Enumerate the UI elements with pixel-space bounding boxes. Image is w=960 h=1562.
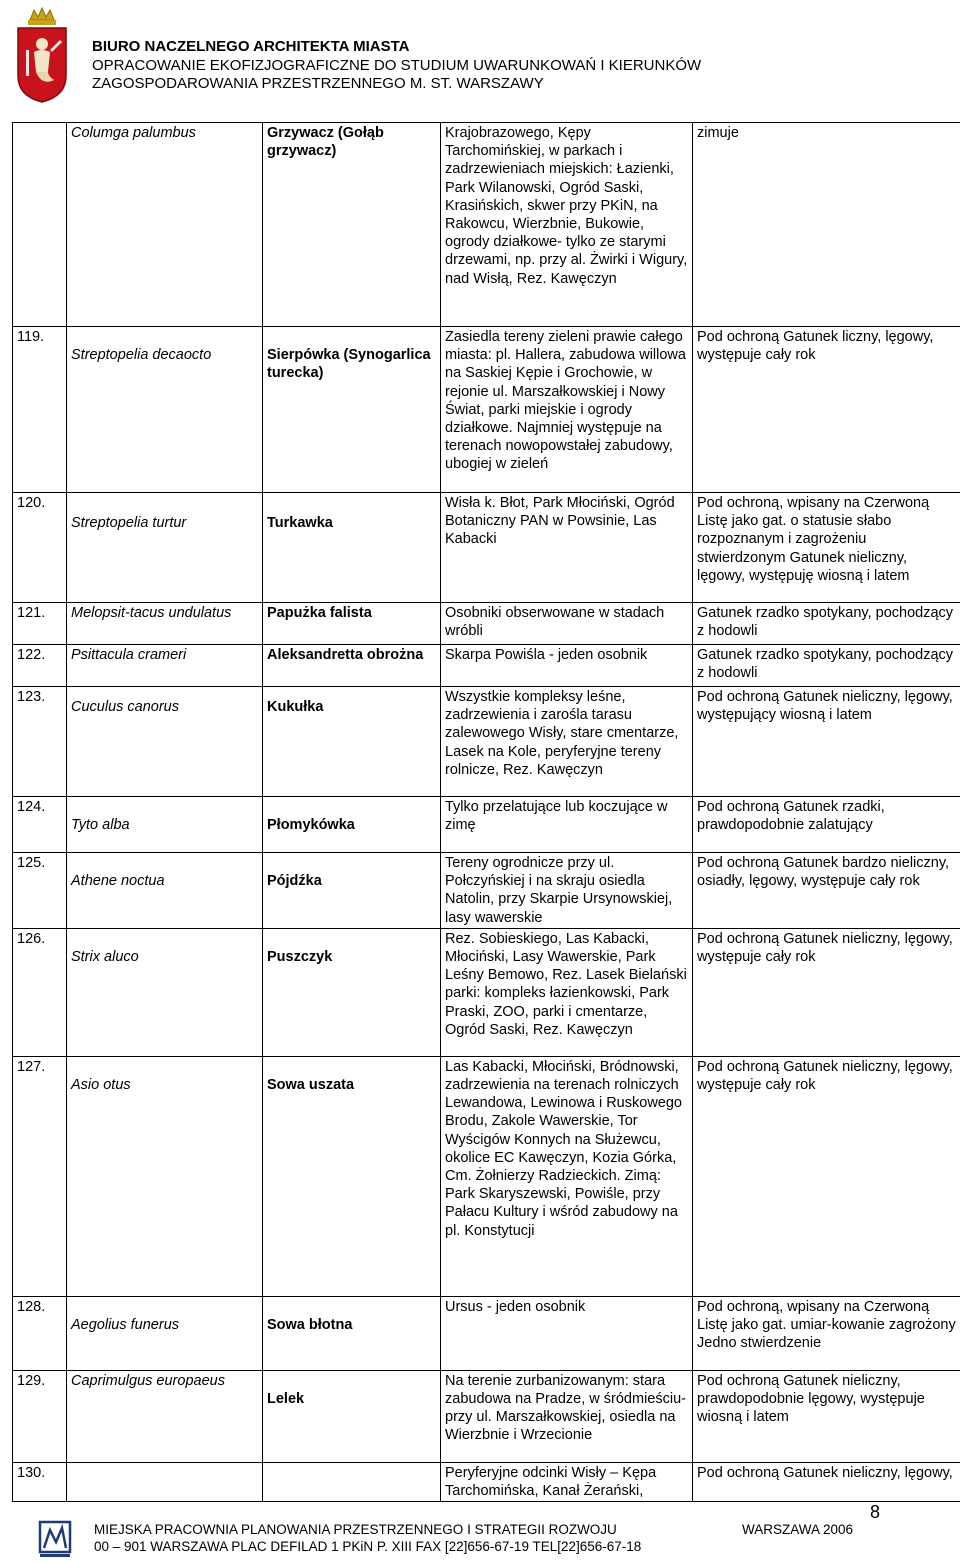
location-cell: Zasiedla tereny zieleni prawie całego miasta: pl. Hallera, zabudowa willowa na Saskiej Kępie i Grochowie, w rejonie ul. Marszałkowskiej i Nowy Świat, parki miejskie i ogrody działkowe. Najmniej występuje na terenach nowopowstałej zabudowy, ubogiej w zieleń — [441, 327, 693, 493]
row-number — [13, 123, 67, 327]
table-row — [13, 1370, 960, 1462]
table-row — [13, 123, 960, 327]
polish-name: Puszczyk — [267, 948, 333, 965]
latin-name: Aegolius funerus — [71, 1316, 180, 1333]
latin-name: Cuculus canorus — [71, 699, 179, 715]
status-cell: Pod ochroną, wpisany na Czerwoną Listę jako gat. o statusie słabo rozpoznanym i zagrożeniu stwierdzonym Gatunek nieliczny, lęgowy, występuję wiosną i latem — [693, 493, 960, 603]
status-cell: Pod ochroną Gatunek nieliczny, lęgowy, występuje cały rok — [693, 928, 960, 1056]
row-number: 122. — [13, 645, 67, 687]
species-table — [12, 122, 960, 1502]
status-cell: Pod ochroną Gatunek liczny, lęgowy, występuje cały rok — [693, 327, 960, 493]
page-header — [0, 0, 960, 110]
status-cell: Gatunek rzadko spotykany, pochodzący z hodowli — [693, 603, 960, 645]
location-cell: Krajobrazowego, Kępy Tarchomińskiej, w parkach i zadrzewieniach miejskich: Łazienki, Park Wilanowski, Ogród Saski, Krasińskich, skwer przy PKiN, na Rakowcu, Wierzbnie, Bukowie, ogrody działkowe- tylko ze starymi drzewami, np. przy al. Żwirki i Wigury, nad Wisłą, Rez. Kawęczyn — [441, 123, 693, 327]
header-title: BIURO NACZELNEGO ARCHITEKTA MIASTA — [92, 38, 410, 55]
row-number: 119. — [13, 327, 67, 493]
table-row — [13, 687, 960, 797]
table-row — [13, 603, 960, 645]
latin-name: Caprimulgus europaeus — [71, 1372, 225, 1389]
status-cell: Pod ochroną Gatunek rzadki, prawdopodobnie zalatujący — [693, 797, 960, 853]
footer-institution: MIEJSKA PRACOWNIA PLANOWANIA PRZESTRZENNEGO I STRATEGII ROZWOJU — [94, 1522, 617, 1537]
table-row — [13, 493, 960, 603]
location-cell: Tereny ogrodnicze przy ul. Połczyńskiej i na skraju osiedla Natolin, przy Skarpie Ursynowskiej, lasy wawerskie — [441, 853, 693, 929]
location-cell: Osobniki obserwowane w stadach wróbli — [441, 603, 693, 645]
header-subtitle-2: ZAGOSPODAROWANIA PRZESTRZENNEGO M. ST. WARSZAWY — [92, 75, 544, 92]
location-cell: Skarpa Powiśla - jeden osobnik — [441, 645, 693, 687]
polish-name: Turkawka — [267, 515, 333, 531]
row-number: 126. — [13, 928, 67, 1056]
status-cell: Pod ochroną Gatunek nieliczny, lęgowy, — [693, 1462, 960, 1501]
row-number: 125. — [13, 853, 67, 929]
latin-name: Psittacula crameri — [71, 647, 187, 663]
polish-name: Sierpówka (Synogarlica turecka) — [267, 347, 431, 382]
latin-name: Streptopelia turtur — [71, 515, 187, 531]
polish-name: Sowa uszata — [267, 1076, 355, 1093]
table-row — [13, 645, 960, 687]
table-row — [13, 797, 960, 853]
polish-name: Kukułka — [267, 699, 324, 715]
page-number: 8 — [870, 1502, 881, 1522]
row-number: 127. — [13, 1056, 67, 1296]
table-row — [13, 853, 960, 929]
warsaw-coat-of-arms-icon — [14, 6, 70, 104]
polish-name: Płomykówka — [267, 817, 355, 833]
status-cell: Pod ochroną, wpisany na Czerwoną Listę jako gat. umiar-kowanie zagrożony Jedno stwierdzenie — [693, 1296, 960, 1370]
polish-name: Grzywacz (Gołąb grzywacz) — [267, 125, 384, 160]
table-row — [13, 1056, 960, 1296]
polish-name: Pójdźka — [267, 873, 322, 889]
location-cell: Rez. Sobieskiego, Las Kabacki, Młociński, Lasy Wawerskie, Park Leśny Bemowo, Rez. Lasek Bielański parki: kompleks łazienkowski, Park Praski, ZOO, parki i cmentarze, Ogród Saski, Rez. Kawęczyn — [441, 928, 693, 1056]
latin-name: Athene noctua — [71, 873, 165, 889]
location-cell: Na terenie zurbanizowanym: stara zabudowa na Pradze, w śródmieściu- przy ul. Marszałkowskiej, osiedla na Wierzbnie i Wrzecionie — [441, 1370, 693, 1462]
footer-address: 00 – 901 WARSZAWA PLAC DEFILAD 1 PKiN P. XIII FAX [22]656-67-19 TEL[22]656-67-18 — [94, 1539, 642, 1554]
polish-name: Papużka falista — [267, 605, 372, 621]
table-row — [13, 1462, 960, 1501]
row-number: 120. — [13, 493, 67, 603]
status-cell: zimuje — [693, 123, 960, 327]
row-number: 128. — [13, 1296, 67, 1370]
latin-name: Strix aluco — [71, 948, 139, 965]
status-cell: Pod ochroną Gatunek nieliczny, lęgowy, występujący wiosną i latem — [693, 687, 960, 797]
location-cell: Wisła k. Błot, Park Młociński, Ogród Botaniczny PAN w Powsinie, Las Kabacki — [441, 493, 693, 603]
latin-name: Columga palumbus — [71, 125, 196, 141]
location-cell: Peryferyjne odcinki Wisły – Kępa Tarchomińska, Kanał Żerański, — [441, 1462, 693, 1501]
location-cell: Tylko przelatujące lub koczujące w zimę — [441, 797, 693, 853]
row-number: 124. — [13, 797, 67, 853]
table-row — [13, 1296, 960, 1370]
location-cell: Wszystkie kompleksy leśne, zadrzewienia i zarośla tarasu zalewowego Wisły, stare cmentarze, Lasek na Kole, peryferyjne tereny rolnicze, Rez. Kawęczyn — [441, 687, 693, 797]
latin-name: Asio otus — [71, 1076, 131, 1093]
row-number: 121. — [13, 603, 67, 645]
status-cell: Pod ochroną Gatunek nieliczny, lęgowy, występuje cały rok — [693, 1056, 960, 1296]
table-row — [13, 327, 960, 493]
location-cell: Ursus - jeden osobnik — [441, 1296, 693, 1370]
location-cell: Las Kabacki, Młociński, Bródnowski, zadrzewienia na terenach rolniczych Lewandowa, Lewinowa i Ruskowego Brodu, Zakole Wawerskie, Tor Wyścigów Konnych na Służewcu, okolice EC Kawęczyn, Kozia Górka, Cm. Żołnierzy Radzieckich. Zimą: Park Skaryszewski, Powiśle, przy Pałacu Kultury i wśród zabudowy na pl. Konstytucji — [441, 1056, 693, 1296]
status-cell: Pod ochroną Gatunek bardzo nieliczny, osiadły, lęgowy, występuje cały rok — [693, 853, 960, 929]
row-number: 123. — [13, 687, 67, 797]
row-number: 130. — [13, 1462, 67, 1501]
status-cell: Pod ochroną Gatunek nieliczny, prawdopodobnie lęgowy, występuje wiosną i latem — [693, 1370, 960, 1462]
table-row — [13, 928, 960, 1056]
row-number: 129. — [13, 1370, 67, 1462]
header-subtitle-1: OPRACOWANIE EKOFIZJOGRAFICZNE DO STUDIUM UWARUNKOWAŃ I KIERUNKÓW — [92, 56, 702, 74]
status-cell: Gatunek rzadko spotykany, pochodzący z hodowli — [693, 645, 960, 687]
polish-name: Lelek — [267, 1390, 305, 1407]
polish-name: Sowa błotna — [267, 1316, 353, 1333]
footer-date: WARSZAWA 2006 — [742, 1522, 854, 1537]
latin-name: Melopsit-tacus undulatus — [71, 605, 232, 621]
latin-name: Tyto alba — [71, 817, 130, 833]
polish-name: Aleksandretta obrożna — [267, 647, 424, 663]
pracownia-logo-icon — [28, 1518, 74, 1560]
latin-name: Streptopelia decaocto — [71, 347, 212, 363]
